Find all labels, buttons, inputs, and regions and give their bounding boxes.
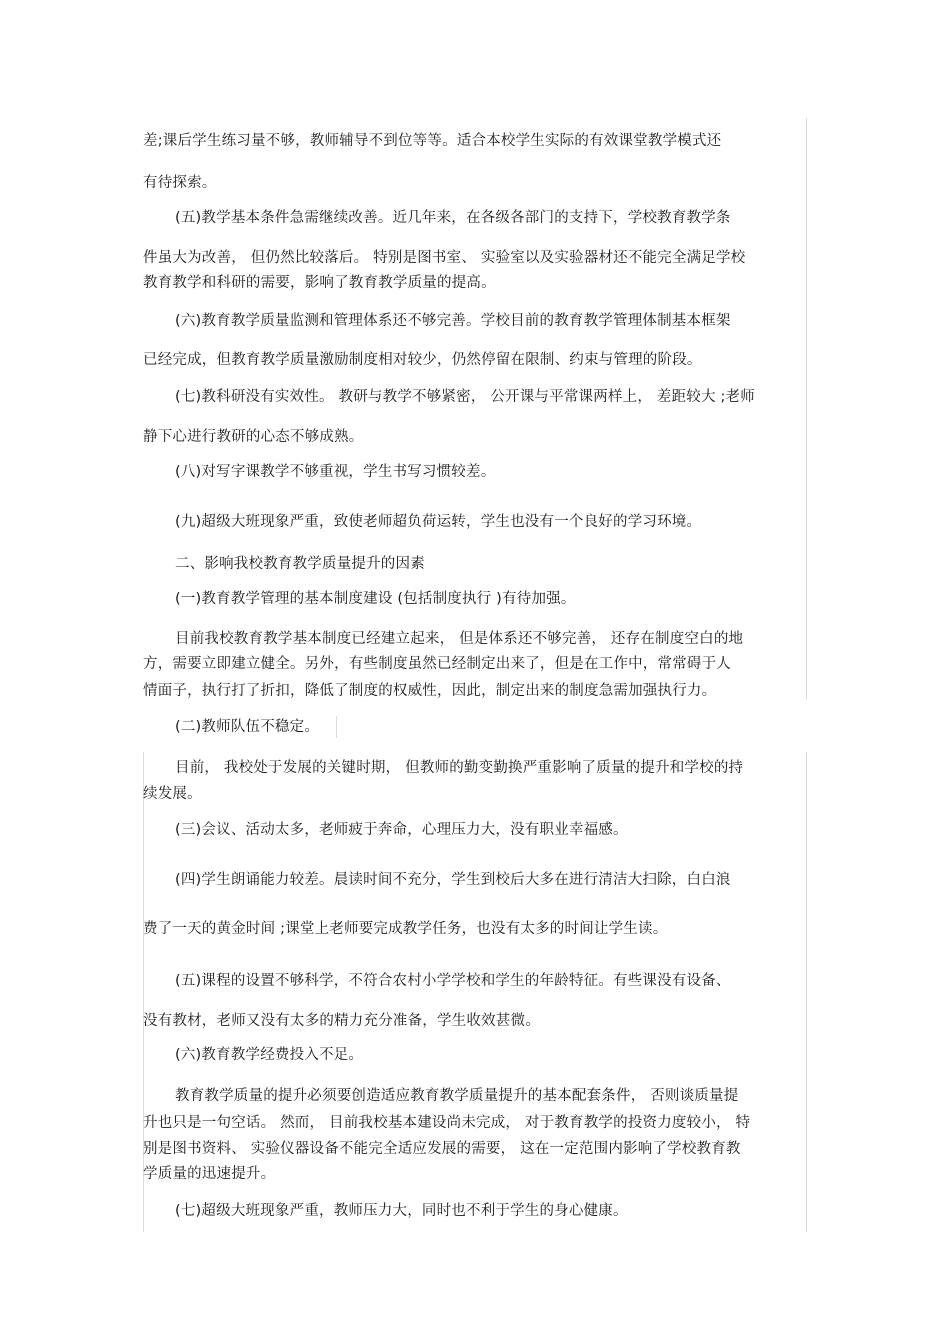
text-line: 没有教材，老师又没有太多的精力充分准备，学生收效甚微。 bbox=[143, 1013, 540, 1029]
text-line: 件虽大为改善， 但仍然比较落后。 特别是图书室、 实验室以及实验器材还不能完全满足学校 bbox=[143, 250, 746, 266]
paragraph-heading: (五)教学基本条件急需继续改善。近几年来，在各级各部门的支持下，学校教育教学条 bbox=[175, 210, 731, 226]
left-margin-rule-lower bbox=[143, 752, 144, 1232]
paragraph-heading: (七)教科研没有实效性。 教研与教学不够紧密， 公开课与平常课两样上， 差距较大 ;老师 bbox=[175, 389, 755, 405]
right-margin-rule-mid bbox=[336, 716, 337, 738]
text-line: 教育教学和科研的需要，影响了教育教学质量的提高。 bbox=[143, 275, 496, 291]
text-line: 升也只是一句空话。 然而， 目前我校基本建设尚未完成， 对于教育教学的投资力度较小， 特 bbox=[143, 1115, 751, 1131]
text-line: 情面子，执行打了折扣，降低了制度的权威性，因此，制定出来的制度急需加强执行力。 bbox=[143, 683, 717, 699]
right-margin-rule-upper bbox=[806, 118, 807, 700]
text-line: 方，需要立即建立健全。另外，有些制度虽然已经制定出来了，但是在工作中，常常碍于人 bbox=[143, 656, 731, 672]
text-line: 学质量的迅速提升。 bbox=[143, 1166, 276, 1182]
text-line: 续发展。 bbox=[143, 786, 202, 802]
text-line: 别是图书资料、 实验仪器设备不能完全适应发展的需要， 这在一定范围内影响了学校教育教 bbox=[143, 1141, 741, 1157]
paragraph-heading: (三)会议、活动太多，老师疲于奔命，心理压力大，没有职业幸福感。 bbox=[175, 822, 628, 838]
text-line: 已经完成，但教育教学质量激励制度相对较少，仍然停留在限制、约束与管理的阶段。 bbox=[143, 352, 702, 368]
paragraph-heading: (九)超级大班现象严重，致使老师超负荷运转，学生也没有一个良好的学习环境。 bbox=[175, 514, 702, 530]
paragraph-heading: (八)对写字课教学不够重视，学生书写习惯较差。 bbox=[175, 464, 496, 480]
paragraph-heading: (五)课程的设置不够科学，不符合农村小学学校和学生的年龄特征。有些课没有设备、 bbox=[175, 973, 731, 989]
paragraph-heading: (四)学生朗诵能力较差。晨读时间不充分，学生到校后大多在进行清洁大扫除，白白浪 bbox=[175, 872, 731, 888]
text-line: 有待探索。 bbox=[143, 175, 217, 191]
paragraph-heading: (一)教育教学管理的基本制度建设 (包括制度执行 )有待加强。 bbox=[175, 591, 576, 607]
text-line: 教育教学质量的提升必须要创造适应教育教学质量提升的基本配套条件， 否则谈质量提 bbox=[175, 1088, 739, 1104]
text-line: 目前， 我校处于发展的关键时期， 但教师的勤变勤换严重影响了质量的提升和学校的持 bbox=[175, 760, 744, 776]
section-heading: 二、影响我校教育教学质量提升的因素 bbox=[175, 556, 425, 572]
paragraph-heading: (六)教育教学经费投入不足。 bbox=[175, 1047, 364, 1063]
paragraph-heading: (七)超级大班现象严重，教师压力大，同时也不利于学生的身心健康。 bbox=[175, 1203, 628, 1219]
text-line: 目前我校教育教学基本制度已经建立起来， 但是体系还不够完善， 还存在制度空白的地 bbox=[175, 631, 744, 647]
paragraph-heading: (二)教师队伍不稳定。 bbox=[175, 719, 320, 735]
text-line: 费了一天的黄金时间 ;课堂上老师要完成教学任务，也没有太多的时间让学生读。 bbox=[143, 921, 668, 937]
text-line: 静下心进行教研的心态不够成熟。 bbox=[143, 429, 364, 445]
text-line: 差;课后学生练习量不够，教师辅导不到位等等。适合本校学生实际的有效课堂教学模式还 bbox=[143, 133, 722, 149]
right-margin-rule-lower bbox=[806, 752, 807, 1232]
paragraph-heading: (六)教育教学质量监测和管理体系还不够完善。学校目前的教育教学管理体制基本框架 bbox=[175, 313, 731, 329]
